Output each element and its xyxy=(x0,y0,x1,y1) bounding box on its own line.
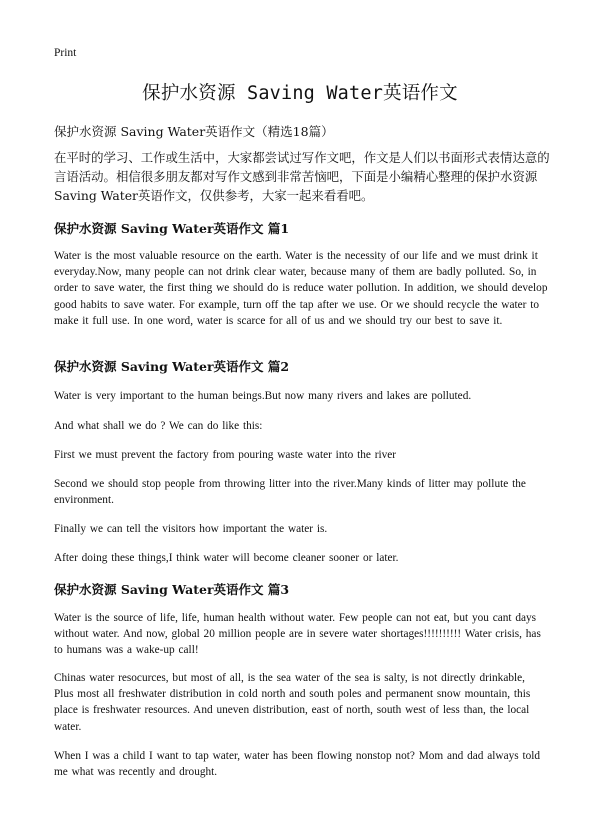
section-2-paragraph-2: And what shall we do ? We can do like this: xyxy=(54,420,263,432)
section-3-paragraph-2: Chinas water resocurces, but most of all, is the sea water of the sea is salty, is not directly drinkable, Plus most all freshwater distribution in cold north and south poles and permanent snow mountain, this place is freshwater resources. And uneven distribution, east of north, south west of less than, the local water. xyxy=(54,672,531,733)
print-link[interactable]: Print xyxy=(54,47,77,59)
section-3-paragraph-3: When I was a child I want to tap water, water has been flowing nonstop not? Mom and dad always told me what was recently and drought. xyxy=(54,750,541,779)
section-heading-2: 保护水资源 Saving Water英语作文 篇2 xyxy=(54,359,290,374)
page-subtitle: 保护水资源 Saving Water英语作文（精选18篇） xyxy=(54,124,334,139)
section-2-paragraph-1: Water is very important to the human beings.But now many rivers and lakes are polluted. xyxy=(54,390,472,402)
intro-paragraph: 在平时的学习、工作或生活中，大家都尝试过写作文吧，作文是人们以书面形式表情达意的言语活动。相信很多朋友都对写作文感到非常苦恼吧，下面是小编精心整理的保护水资源 Saving Water英语作文，仅供参考，大家一起来看看吧。 xyxy=(54,150,550,203)
section-3-paragraph-1: Water is the source of life, life, human health without water. Few people can not eat, but you cant days without water. And now, global 20 million people are in severe water shortages!!!!!!!!!! Water crisis, has to humans was a wake-up call! xyxy=(54,612,541,657)
section-2-paragraph-5: Finally we can tell the visitors how important the water is. xyxy=(54,523,328,535)
section-2-paragraph-3: First we must prevent the factory from pouring waste water into the river xyxy=(54,449,397,461)
section-heading-1: 保护水资源 Saving Water英语作文 篇1 xyxy=(54,221,290,236)
section-2-paragraph-4: Second we should stop people from throwing litter into the river.Many kinds of litter may pollute the environment. xyxy=(54,478,526,507)
section-2-paragraph-6: After doing these things,I think water will become cleaner sooner or later. xyxy=(54,552,399,564)
section-heading-3: 保护水资源 Saving Water英语作文 篇3 xyxy=(54,582,290,597)
page-title: 保护水资源 Saving Water英语作文 xyxy=(142,83,458,104)
section-1-paragraph-1: Water is the most valuable resource on the earth. Water is the necessity of our life and we must drink it everyday.Now, many people can not drink clear water, because many of them are badly polluted. So, in order to save water, the first thing we should do is reduce water pollution. In addition, we should develop good habits to save water. For example, turn off the tap after we use. Or we should recycle the water to make it full use. In one word, water is scarce for all of us and we should try our best to save it. xyxy=(54,250,548,327)
